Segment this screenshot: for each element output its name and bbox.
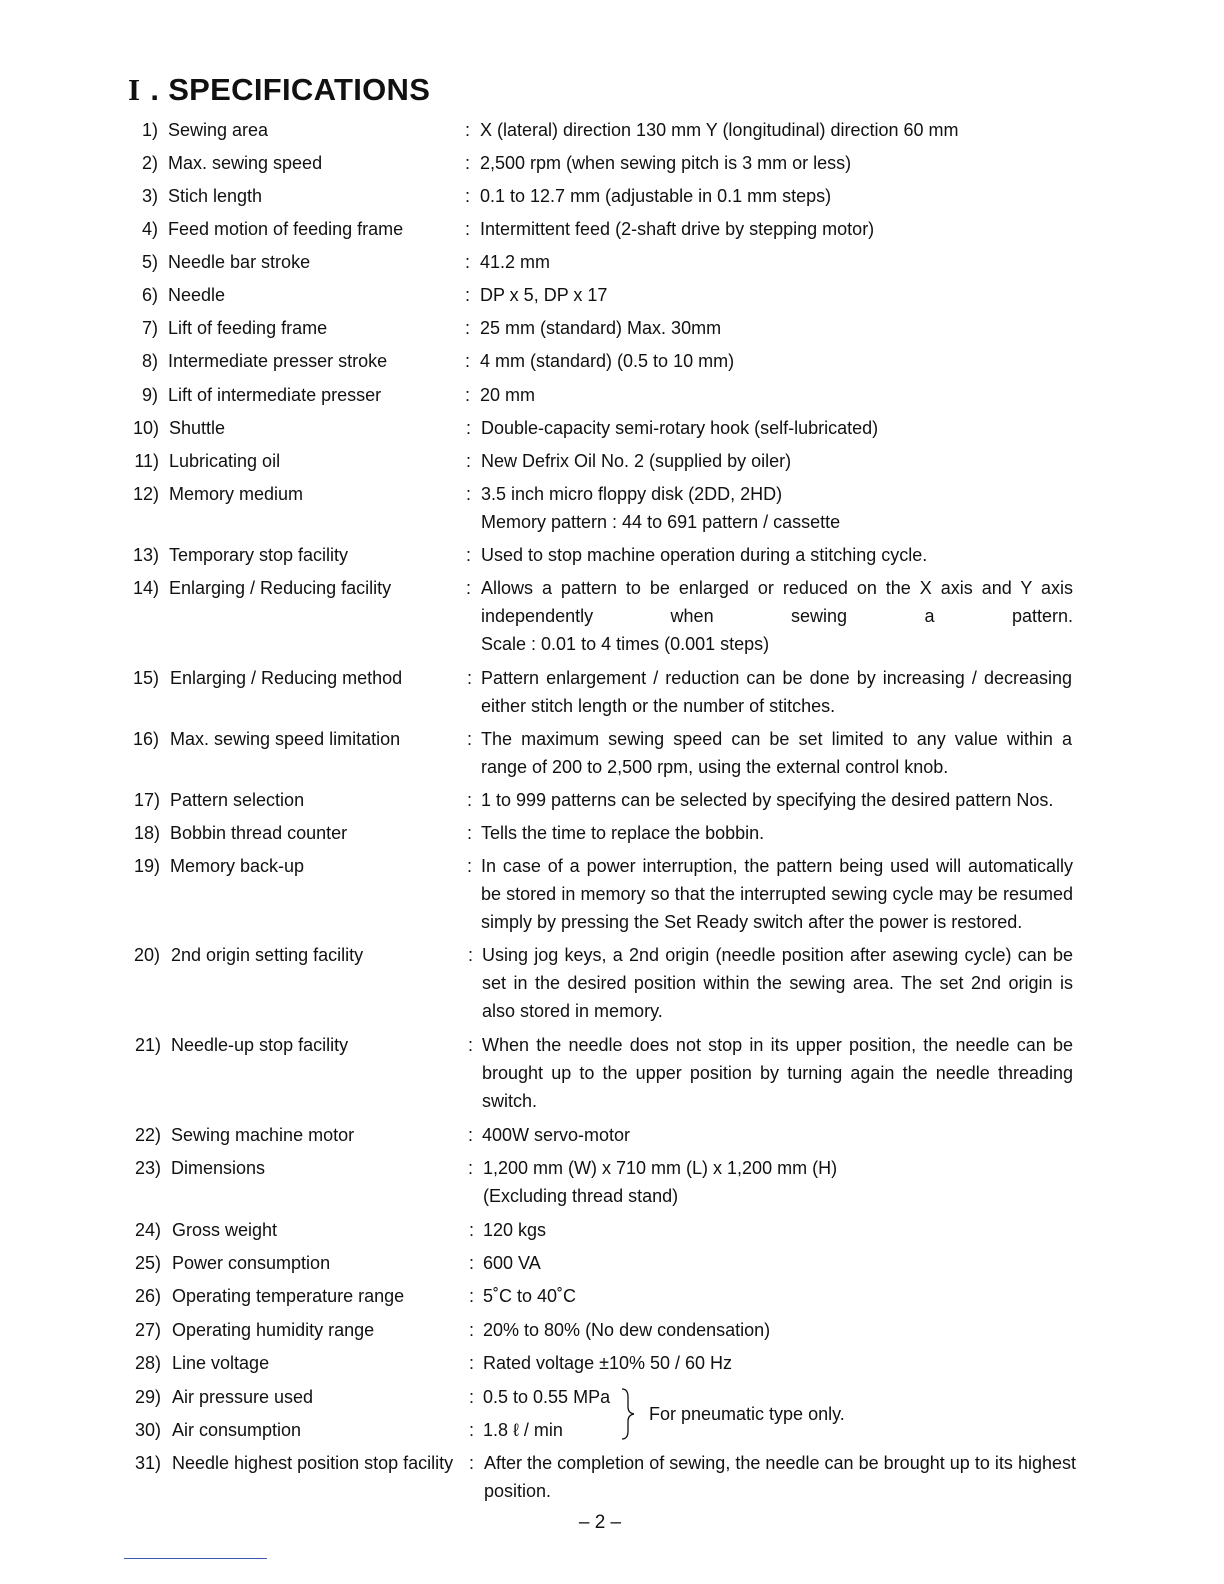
spec-value: [481, 480, 1081, 536]
spec-label: Gross weight: [172, 1220, 278, 1240]
spec-label: 2nd origin setting facility: [171, 945, 364, 965]
spec-value-line: 25 mm (standard) Max. 30mm: [480, 318, 722, 338]
spec-number: 8): [141, 351, 158, 371]
spec-value-line: The maximum sewing speed can be set limited to any value within a: [481, 729, 1072, 749]
spec-value-line: Memory pattern : 44 to 691 pattern / cassette: [481, 512, 841, 532]
spec-label: Pattern selection: [170, 790, 305, 810]
spec-value: [483, 1154, 1083, 1210]
spec-value-line: 2,500 rpm (when sewing pitch is 3 mm or less): [480, 153, 852, 173]
spec-number: 26): [134, 1286, 161, 1306]
spec-label: Needle highest position stop facility: [172, 1453, 454, 1473]
spec-colon: :: [468, 1158, 474, 1178]
spec-colon: :: [466, 418, 472, 438]
spec-colon: :: [469, 1220, 475, 1240]
spec-number: 23): [134, 1158, 161, 1178]
spec-number: 3): [141, 186, 158, 206]
spec-colon: :: [465, 351, 471, 371]
spec-colon: :: [468, 1125, 474, 1145]
spec-number: 31): [134, 1453, 161, 1473]
spec-colon: :: [467, 856, 473, 876]
spec-value-line: Allows a pattern to be enlarged or reduced on the X axis and Y axis: [481, 578, 1073, 598]
spec-value: [481, 852, 1073, 936]
spec-value-line: In case of a power interruption, the pattern being used will automatically: [481, 856, 1073, 876]
spec-value: [481, 541, 1081, 569]
spec-number: 11): [134, 451, 159, 471]
pneumatic-note: For pneumatic type only.: [649, 1404, 845, 1424]
spec-label: Operating humidity range: [172, 1320, 375, 1340]
spec-colon: :: [465, 252, 471, 272]
spec-number: 21): [134, 1035, 161, 1055]
spec-label: Temporary stop facility: [169, 545, 349, 565]
spec-number: 18): [133, 823, 160, 843]
spec-value: [480, 314, 1080, 342]
spec-value-line: Rated voltage ±10% 50 / 60 Hz: [483, 1353, 733, 1373]
spec-label: Max. sewing speed: [168, 153, 323, 173]
spec-label: Stich length: [168, 186, 263, 206]
spec-number: 24): [134, 1220, 161, 1240]
spec-colon: :: [465, 120, 471, 140]
spec-value: [480, 182, 1080, 210]
spec-colon: :: [466, 545, 472, 565]
spec-label: Lift of feeding frame: [168, 318, 328, 338]
page-number: – 2 –: [578, 1512, 622, 1533]
spec-colon: :: [469, 1320, 475, 1340]
spec-colon: :: [465, 285, 471, 305]
spec-label: Needle bar stroke: [168, 252, 311, 272]
spec-value: [483, 1216, 1083, 1244]
spec-value-line: range of 200 to 2,500 rpm, using the external control knob.: [481, 757, 949, 777]
spec-number: 6): [141, 285, 158, 305]
spec-value-line: Used to stop machine operation during a stitching cycle.: [481, 545, 928, 565]
spec-colon: :: [466, 484, 472, 504]
spec-value: [482, 1121, 1082, 1149]
spec-value-line: DP x 5, DP x 17: [480, 285, 608, 305]
spec-label: Needle-up stop facility: [171, 1035, 349, 1055]
spec-value: [483, 1282, 1083, 1310]
spec-colon: :: [466, 451, 472, 471]
spec-value-line: After the completion of sewing, the needle can be brought up to its highest: [484, 1453, 1076, 1473]
spec-number: 9): [141, 385, 158, 405]
spec-number: 14): [132, 578, 159, 598]
spec-value-line: brought up to the upper position by turning again the needle threading: [482, 1063, 1073, 1083]
spec-value-line: 1,200 mm (W) x 710 mm (L) x 1,200 mm (H): [483, 1158, 838, 1178]
spec-colon: :: [465, 318, 471, 338]
spec-value-line: position.: [484, 1481, 552, 1501]
spec-number: 22): [134, 1125, 161, 1145]
spec-label: Operating temperature range: [172, 1286, 405, 1306]
spec-number: 4): [141, 219, 158, 239]
spec-number: 12): [132, 484, 159, 504]
spec-value-line: 20 mm: [480, 385, 536, 405]
spec-number: 25): [134, 1253, 161, 1273]
spec-value: [482, 941, 1073, 1025]
spec-label: Air pressure used: [172, 1387, 314, 1407]
spec-number: 17): [133, 790, 160, 810]
spec-value: [481, 725, 1072, 781]
spec-label: Air consumption: [172, 1420, 302, 1440]
spec-colon: :: [469, 1387, 475, 1407]
spec-number: 7): [141, 318, 158, 338]
spec-number: 27): [134, 1320, 161, 1340]
spec-colon: :: [468, 945, 474, 965]
spec-value: [483, 1316, 1083, 1344]
spec-label: Lift of intermediate presser: [168, 385, 382, 405]
spec-label: Shuttle: [169, 418, 226, 438]
spec-value: [484, 1449, 1076, 1505]
spec-value-line: 0.1 to 12.7 mm (adjustable in 0.1 mm steps): [480, 186, 832, 206]
spec-value-line: Intermittent feed (2-shaft drive by stepping motor): [480, 219, 875, 239]
spec-number: 10): [132, 418, 159, 438]
spec-colon: :: [469, 1253, 475, 1273]
spec-colon: :: [465, 153, 471, 173]
spec-label: Enlarging / Reducing method: [170, 668, 403, 688]
spec-colon: :: [467, 668, 473, 688]
spec-value-line: 4 mm (standard) (0.5 to 10 mm): [480, 351, 735, 371]
spec-value: [481, 786, 1081, 814]
spec-colon: :: [469, 1353, 475, 1373]
spec-colon: :: [468, 1035, 474, 1055]
spec-value: [480, 116, 1080, 144]
spec-value-line: (Excluding thread stand): [483, 1186, 679, 1206]
spec-value-line: independently when sewing a pattern.: [481, 606, 1073, 626]
spec-label: Enlarging / Reducing facility: [169, 578, 392, 598]
spec-value-line: set in the desired position within the sewing area. The set 2nd origin is: [482, 973, 1073, 993]
spec-colon: :: [469, 1286, 475, 1306]
spec-value-line: 1.8 ℓ / min: [483, 1420, 563, 1440]
section-numeral: I: [128, 72, 141, 107]
spec-value-line: Scale : 0.01 to 4 times (0.001 steps): [481, 634, 770, 654]
spec-value-line: Using jog keys, a 2nd origin (needle position after asewing cycle) can be: [482, 945, 1073, 965]
spec-value: [481, 447, 1081, 475]
spec-colon: :: [467, 790, 473, 810]
spec-colon: :: [465, 385, 471, 405]
spec-value: [480, 381, 1080, 409]
spec-label: Power consumption: [172, 1253, 331, 1273]
spec-label: Line voltage: [172, 1353, 270, 1373]
spec-label: Lubricating oil: [169, 451, 281, 471]
spec-colon: :: [469, 1420, 475, 1440]
spec-value-line: 120 kgs: [483, 1220, 547, 1240]
spec-value-line: 5˚C to 40˚C: [483, 1286, 577, 1306]
spec-value-line: New Defrix Oil No. 2 (supplied by oiler): [481, 451, 792, 471]
spec-value-line: X (lateral) direction 130 mm Y (longitudinal) direction 60 mm: [480, 120, 959, 140]
spec-label: Sewing machine motor: [171, 1125, 355, 1145]
section-title: . SPECIFICATIONS: [150, 72, 431, 107]
spec-value-line: 41.2 mm: [480, 252, 551, 272]
spec-value: [483, 1249, 1083, 1277]
spec-colon: :: [466, 578, 472, 598]
spec-colon: :: [467, 823, 473, 843]
spec-label: Feed motion of feeding frame: [168, 219, 404, 239]
spec-number: 1): [141, 120, 158, 140]
spec-value: [480, 215, 1080, 243]
spec-value: [481, 664, 1072, 720]
spec-value-line: 600 VA: [483, 1253, 541, 1273]
spec-value-line: When the needle does not stop in its upper position, the needle can be: [482, 1035, 1073, 1055]
footer-rule: [124, 1558, 267, 1559]
spec-number: 29): [134, 1387, 161, 1407]
spec-value-line: 400W servo-motor: [482, 1125, 631, 1145]
spec-value-line: simply by pressing the Set Ready switch after the power is restored.: [481, 912, 1023, 932]
spec-value-line: 1 to 999 patterns can be selected by specifying the desired pattern Nos.: [481, 790, 1054, 810]
spec-value: [481, 819, 1081, 847]
spec-value-line: also stored in memory.: [482, 1001, 663, 1021]
spec-colon: :: [469, 1453, 475, 1473]
spec-colon: :: [465, 186, 471, 206]
spec-label: Memory back-up: [170, 856, 305, 876]
spec-value-line: 3.5 inch micro floppy disk (2DD, 2HD): [481, 484, 783, 504]
spec-value-line: Tells the time to replace the bobbin.: [481, 823, 765, 843]
spec-value: [483, 1349, 1083, 1377]
spec-label: Intermediate presser stroke: [168, 351, 388, 371]
spec-number: 19): [133, 856, 160, 876]
spec-value: [481, 574, 1073, 658]
spec-value: [480, 248, 1080, 276]
spec-label: Memory medium: [169, 484, 304, 504]
spec-value-line: Double-capacity semi-rotary hook (self-lubricated): [481, 418, 879, 438]
spec-number: 16): [132, 729, 159, 749]
spec-colon: :: [467, 729, 473, 749]
spec-value-line: be stored in memory so that the interrupted sewing cycle may be resumed: [481, 884, 1073, 904]
spec-colon: :: [465, 219, 471, 239]
spec-value-line: 20% to 80% (No dew condensation): [483, 1320, 771, 1340]
spec-number: 15): [132, 668, 159, 688]
spec-label: Max. sewing speed limitation: [170, 729, 401, 749]
spec-label: Needle: [168, 285, 226, 305]
spec-number: 30): [134, 1420, 161, 1440]
spec-value: [480, 347, 1080, 375]
spec-number: 28): [134, 1353, 161, 1373]
spec-number: 13): [132, 545, 159, 565]
spec-value: [481, 414, 1081, 442]
spec-label: Bobbin thread counter: [170, 823, 348, 843]
spec-label: Sewing area: [168, 120, 269, 140]
spec-value-line: switch.: [482, 1091, 538, 1111]
spec-number: 20): [133, 945, 160, 965]
spec-value-line: Pattern enlargement / reduction can be done by increasing / decreasing: [481, 668, 1072, 688]
spec-number: 2): [141, 153, 158, 173]
spec-number: 5): [141, 252, 158, 272]
spec-value-line: either stitch length or the number of stitches.: [481, 696, 836, 716]
curly-brace-icon: [619, 1387, 641, 1441]
spec-label: Dimensions: [171, 1158, 266, 1178]
spec-value: [480, 281, 1080, 309]
spec-value: [482, 1031, 1073, 1115]
spec-value-line: 0.5 to 0.55 MPa: [483, 1387, 611, 1407]
spec-value: [480, 149, 1080, 177]
